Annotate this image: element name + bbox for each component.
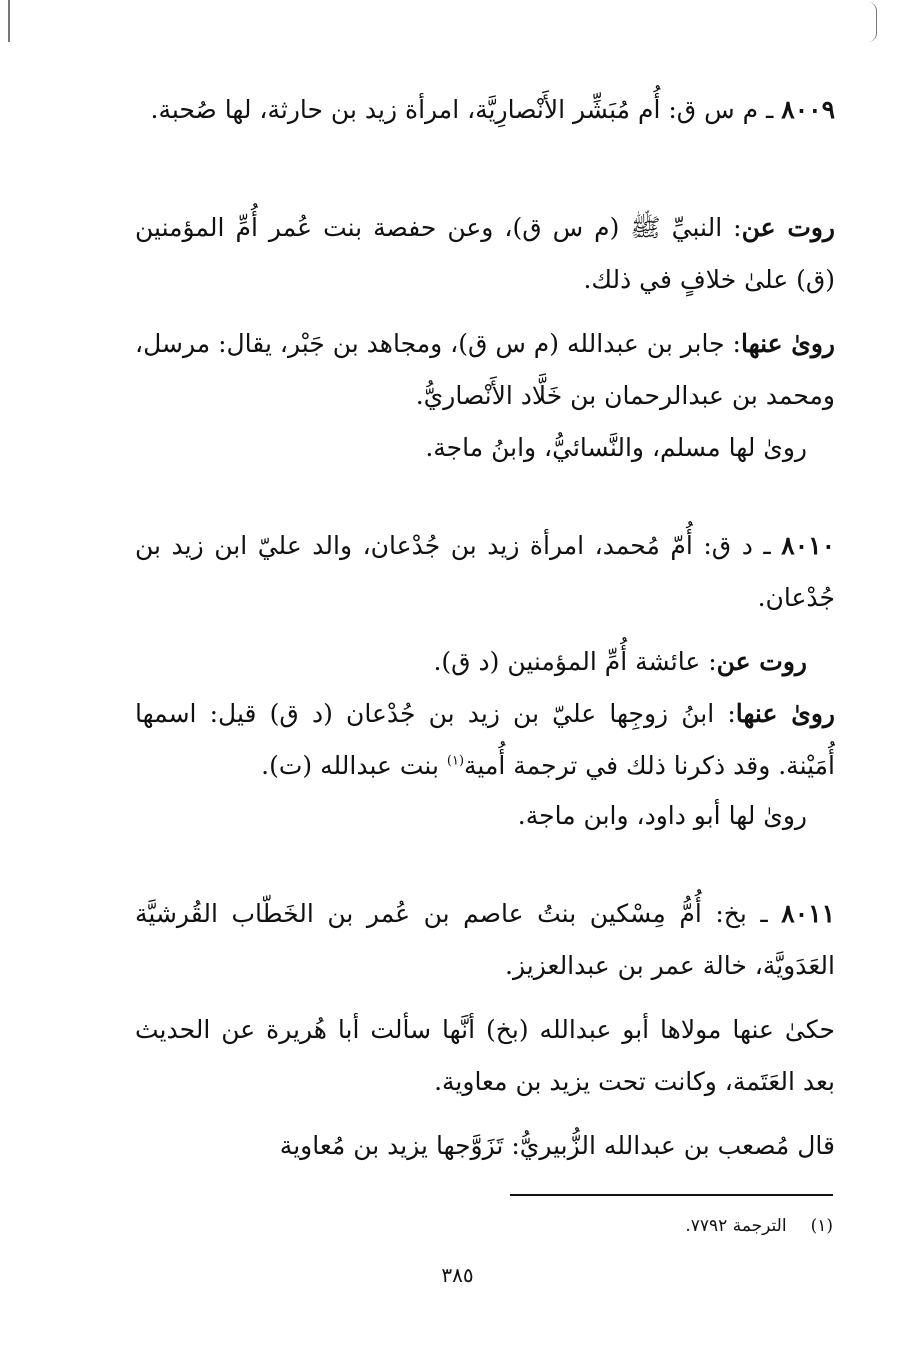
page-number: ٣٨٥ — [441, 1263, 474, 1287]
entry-heading-text: ـ د ق: أُمّ مُحمد، امرأة زيد بن جُدْعان، والد عليّ ابن زيد بن جُدْعان. — [135, 531, 835, 612]
entry-heading-8009 — [135, 84, 835, 136]
rawat-label: روت عن — [716, 647, 807, 676]
rawa-text: : جابر بن عبدالله (م س ق)، ومجاهد بن جَبْر، يقال: مرسل، ومحمد بن عبدالرحمان بن خَلَّاد الأَنْصاريُّ. — [135, 329, 835, 410]
entry-number: ٨٠١٠ — [781, 531, 835, 560]
entry-number: ٨٠٠٩ — [781, 95, 835, 124]
rawat-text: : النبيِّ ﷺ (م س ق)، وعن حفصة بنت عُمر أُمِّ المؤمنين (ق) علىٰ خلافٍ في ذلك. — [135, 213, 835, 294]
entry-8009-rawat — [135, 202, 835, 306]
rawa-text: : ابنُ زوجِها عليّ بن زيد بن جُدْعان (د ق) قيل: اسمها أُمَيْنة. وقد ذكرنا ذلك في ترجمة أُمية — [135, 699, 835, 780]
entry-8009-rawa — [135, 318, 835, 422]
entry-8009-narrated-by: روىٰ لها مسلم، والنَّسائيُّ، وابنُ ماجة. — [425, 433, 807, 462]
footnote-number: (١) — [810, 1216, 833, 1236]
footnote-text: الترجمة ٧٧٩٢. — [685, 1216, 787, 1236]
entry-8010-rawa — [135, 688, 835, 792]
page-edge-mark-left — [8, 0, 10, 42]
entry-8011-paragraph-1: حكىٰ عنها مولاها أبو عبدالله (بخ) أنَّها سألت أبا هُريرة عن الحديث بعد العَتَمة، وكانت تحت يزيد بن معاوية. — [135, 1015, 835, 1096]
footnote-ref[interactable]: (١) — [446, 753, 465, 769]
entry-8011-paragraph-2: قال مُصعب بن عبدالله الزُّبيريُّ: تَزَوَّجها يزيد بن مُعاوية — [279, 1131, 835, 1160]
rawa-text-cont: بنت عبدالله (ت). — [261, 751, 447, 780]
footnote-divider — [510, 1194, 833, 1196]
entry-8010-narrated-by: روىٰ لها أبو داود، وابن ماجة. — [517, 801, 807, 830]
footnote — [510, 1214, 833, 1238]
entry-heading-8011 — [135, 888, 835, 992]
rawat-text: : عائشة أُمِّ المؤمنين (د ق). — [433, 647, 717, 676]
rawa-label: روىٰ عنها — [735, 699, 835, 728]
rawat-label: روت عن — [741, 213, 835, 242]
entry-8010-rawat — [135, 636, 835, 688]
page-edge-mark-right — [868, 2, 877, 42]
entry-heading-text: ـ بخ: أُمُّ مِسْكين بنتُ عاصم بن عُمر بن الخَطّاب القُرشيَّة العَدَويَّة، خالة عمر بن عبدالعزيز. — [135, 899, 835, 980]
entry-heading-text: ـ م س ق: أُم مُبَشِّر الأَنْصارِيَّة، امرأة زيد بن حارثة، لها صُحبة. — [150, 95, 782, 124]
entry-number: ٨٠١١ — [781, 899, 835, 928]
rawa-label: روىٰ عنها — [740, 329, 835, 358]
entry-heading-8010 — [135, 520, 835, 624]
